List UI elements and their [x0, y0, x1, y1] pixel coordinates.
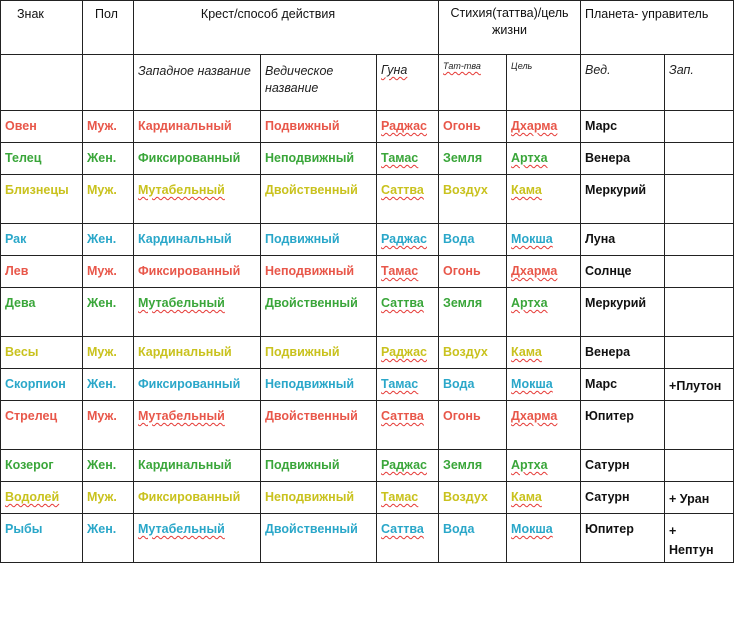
goal-cell: [507, 514, 581, 563]
element-cell: [439, 514, 507, 563]
zap-planet-cell: [665, 482, 734, 514]
western-cell: [134, 224, 261, 256]
vedic-cell: [261, 450, 377, 482]
western-cell: [134, 256, 261, 288]
guna-cell: [377, 450, 439, 482]
ved-planet-cell-text: Сатурн: [585, 458, 630, 472]
gender-cell: [83, 111, 134, 143]
sign-cell: [1, 224, 83, 256]
element-cell-text: Земля: [443, 458, 483, 472]
guna-cell: [377, 143, 439, 175]
western-cell-text: Мутабельный: [138, 183, 225, 197]
vedic-cell: [261, 482, 377, 514]
sign-cell-text: Весы: [5, 345, 39, 359]
element-cell: [439, 369, 507, 401]
gender-cell-text: Жен.: [87, 522, 117, 536]
subheader-empty-2: [83, 55, 134, 111]
goal-cell: [507, 224, 581, 256]
gender-cell: [83, 401, 134, 450]
element-cell-text: Воздух: [443, 345, 488, 359]
goal-cell-text: Кама: [511, 345, 542, 359]
table-row: [1, 175, 734, 224]
gender-cell-text: Муж.: [87, 183, 117, 197]
subheader-ved: Вед.: [581, 55, 665, 111]
ved-planet-cell: [581, 143, 665, 175]
subheader-goal: Цель: [507, 55, 581, 111]
table-row: [1, 256, 734, 288]
vedic-cell-text: Подвижный: [265, 458, 340, 472]
western-cell: [134, 401, 261, 450]
sign-cell-text: Скорпион: [5, 377, 66, 391]
zap-planet-cell: [665, 337, 734, 369]
element-cell-text: Огонь: [443, 264, 481, 278]
goal-cell: [507, 369, 581, 401]
guna-cell: [377, 514, 439, 563]
guna-cell: [377, 224, 439, 256]
vedic-cell-text: Неподвижный: [265, 264, 355, 278]
guna-cell-text: Саттва: [381, 296, 424, 310]
western-cell-text: Кардинальный: [138, 119, 232, 133]
guna-cell-text: Раджас: [381, 458, 427, 472]
vedic-cell: [261, 337, 377, 369]
guna-cell: [377, 256, 439, 288]
gender-cell: [83, 337, 134, 369]
western-cell: [134, 111, 261, 143]
goal-cell-text: Мокша: [511, 377, 553, 391]
header-sign: Знак: [1, 1, 83, 55]
guna-cell-text: Раджас: [381, 119, 427, 133]
sign-cell: [1, 482, 83, 514]
western-cell-text: Мутабельный: [138, 296, 225, 310]
sign-cell-text: Козерог: [5, 458, 54, 472]
table-row: [1, 143, 734, 175]
gender-cell-text: Муж.: [87, 345, 117, 359]
sign-cell-text: Водолей: [5, 490, 60, 504]
element-cell: [439, 482, 507, 514]
gender-cell: [83, 450, 134, 482]
vedic-cell: [261, 401, 377, 450]
vedic-cell: [261, 111, 377, 143]
element-cell-text: Вода: [443, 232, 475, 246]
ved-planet-cell: [581, 256, 665, 288]
guna-cell: [377, 288, 439, 337]
table-row: [1, 482, 734, 514]
goal-cell-text: Кама: [511, 183, 542, 197]
goal-cell: [507, 175, 581, 224]
sign-cell: [1, 450, 83, 482]
table-row: [1, 111, 734, 143]
sign-cell-text: Рак: [5, 232, 27, 246]
vedic-cell-text: Двойственный: [265, 409, 358, 423]
guna-cell-text: Тамас: [381, 151, 419, 165]
gender-cell-text: Муж.: [87, 264, 117, 278]
goal-cell-text: Артха: [511, 458, 548, 472]
ved-planet-cell: [581, 514, 665, 563]
ved-planet-cell-text: Юпитер: [585, 409, 634, 423]
ved-planet-cell-text: Венера: [585, 345, 631, 359]
element-cell: [439, 256, 507, 288]
subheader-tattva-label: Тат-тва: [443, 61, 481, 71]
gender-cell: [83, 224, 134, 256]
table-body: [1, 111, 734, 563]
goal-cell: [507, 288, 581, 337]
sign-cell: [1, 337, 83, 369]
sign-cell-text: Рыбы: [5, 522, 43, 536]
header-row: [1, 1, 734, 55]
guna-cell-text: Тамас: [381, 377, 419, 391]
goal-cell-text: Дхарма: [511, 264, 558, 278]
western-cell-text: Фиксированный: [138, 490, 241, 504]
ved-planet-cell-text: Венера: [585, 151, 631, 165]
guna-cell: [377, 175, 439, 224]
gender-cell: [83, 256, 134, 288]
vedic-cell: [261, 175, 377, 224]
sign-cell: [1, 175, 83, 224]
western-cell-text: Фиксированный: [138, 377, 241, 391]
ved-planet-cell-text: Юпитер: [585, 522, 634, 536]
guna-cell-text: Тамас: [381, 264, 419, 278]
western-cell-text: Кардинальный: [138, 345, 232, 359]
table-row: [1, 288, 734, 337]
sign-cell: [1, 401, 83, 450]
vedic-cell-text: Подвижный: [265, 119, 340, 133]
subheader-tattva: [439, 55, 507, 111]
gender-cell-text: Жен.: [87, 296, 117, 310]
western-cell-text: Кардинальный: [138, 458, 232, 472]
gender-cell: [83, 482, 134, 514]
subheader-vedic: Ведическое название: [261, 55, 377, 111]
goal-cell-text: Дхарма: [511, 409, 558, 423]
sign-cell: [1, 288, 83, 337]
element-cell: [439, 175, 507, 224]
table-row: [1, 514, 734, 563]
goal-cell-text: Мокша: [511, 522, 553, 536]
zap-planet-cell: [665, 256, 734, 288]
vedic-cell: [261, 256, 377, 288]
goal-cell-text: Мокша: [511, 232, 553, 246]
sign-cell-text: Дева: [5, 296, 36, 310]
element-cell-text: Земля: [443, 296, 483, 310]
western-cell: [134, 450, 261, 482]
western-cell: [134, 288, 261, 337]
element-cell-text: Воздух: [443, 490, 488, 504]
sign-cell: [1, 143, 83, 175]
vedic-cell: [261, 514, 377, 563]
western-cell: [134, 482, 261, 514]
gender-cell: [83, 369, 134, 401]
vedic-cell-text: Неподвижный: [265, 151, 355, 165]
vedic-cell-text: Подвижный: [265, 232, 340, 246]
western-cell: [134, 514, 261, 563]
element-cell: [439, 111, 507, 143]
gender-cell-text: Жен.: [87, 377, 117, 391]
table-row: [1, 337, 734, 369]
sign-cell: [1, 369, 83, 401]
sign-cell: [1, 256, 83, 288]
goal-cell-text: Кама: [511, 490, 542, 504]
zap-planet-cell: [665, 175, 734, 224]
element-cell: [439, 337, 507, 369]
western-cell: [134, 143, 261, 175]
sign-cell: [1, 514, 83, 563]
vedic-cell: [261, 369, 377, 401]
gender-cell-text: Жен.: [87, 232, 117, 246]
gender-cell-text: Муж.: [87, 409, 117, 423]
element-cell-text: Огонь: [443, 119, 481, 133]
element-cell: [439, 288, 507, 337]
guna-cell: [377, 111, 439, 143]
sign-cell-text: Близнецы: [5, 183, 69, 197]
element-cell: [439, 401, 507, 450]
ved-planet-cell-text: Марс: [585, 377, 618, 391]
ved-planet-cell: [581, 337, 665, 369]
ved-planet-cell: [581, 111, 665, 143]
ved-planet-cell: [581, 369, 665, 401]
guna-cell: [377, 401, 439, 450]
sign-cell-text: Стрелец: [5, 409, 58, 423]
element-cell-text: Вода: [443, 377, 475, 391]
western-cell-text: Фиксированный: [138, 264, 241, 278]
table-row: [1, 369, 734, 401]
gender-cell: [83, 514, 134, 563]
goal-cell: [507, 256, 581, 288]
ved-planet-cell: [581, 482, 665, 514]
sign-cell-text: Телец: [5, 151, 42, 165]
header-element: Стихия(таттва)/цель жизни: [439, 1, 581, 55]
zap-planet-cell-text: + Уран: [669, 492, 710, 506]
ved-planet-cell-text: Луна: [585, 232, 616, 246]
ved-planet-cell: [581, 401, 665, 450]
zap-planet-cell-text: + Нептун: [669, 524, 714, 557]
table-row: [1, 450, 734, 482]
gender-cell-text: Жен.: [87, 458, 117, 472]
subheader-guna-label: Гуна: [381, 63, 408, 77]
vedic-cell: [261, 143, 377, 175]
guna-cell: [377, 369, 439, 401]
zap-planet-cell: [665, 111, 734, 143]
ved-planet-cell: [581, 288, 665, 337]
ved-planet-cell-text: Меркурий: [585, 183, 647, 197]
goal-cell: [507, 337, 581, 369]
ved-planet-cell: [581, 175, 665, 224]
element-cell: [439, 224, 507, 256]
zap-planet-cell: [665, 369, 734, 401]
guna-cell-text: Саттва: [381, 183, 424, 197]
vedic-cell: [261, 224, 377, 256]
western-cell: [134, 369, 261, 401]
zap-planet-cell: [665, 514, 734, 563]
element-cell-text: Земля: [443, 151, 483, 165]
ved-planet-cell-text: Меркурий: [585, 296, 647, 310]
header-cross: Крест/способ действия: [134, 1, 439, 55]
western-cell-text: Мутабельный: [138, 522, 225, 536]
ved-planet-cell: [581, 450, 665, 482]
gender-cell: [83, 288, 134, 337]
goal-cell-text: Артха: [511, 296, 548, 310]
guna-cell-text: Раджас: [381, 345, 427, 359]
western-cell: [134, 175, 261, 224]
ved-planet-cell: [581, 224, 665, 256]
vedic-cell-text: Двойственный: [265, 522, 358, 536]
zap-planet-cell: [665, 450, 734, 482]
goal-cell: [507, 450, 581, 482]
sign-cell-text: Лев: [5, 264, 29, 278]
guna-cell: [377, 337, 439, 369]
guna-cell-text: Тамас: [381, 490, 419, 504]
subheader-empty-1: [1, 55, 83, 111]
header-gender: Пол: [83, 1, 134, 55]
zap-planet-cell: [665, 288, 734, 337]
western-cell-text: Мутабельный: [138, 409, 225, 423]
goal-cell-text: Дхарма: [511, 119, 558, 133]
zap-planet-cell: [665, 224, 734, 256]
vedic-cell: [261, 288, 377, 337]
zap-planet-cell: [665, 143, 734, 175]
subheader-zap: Зап.: [665, 55, 734, 111]
zap-planet-cell: [665, 401, 734, 450]
table-row: [1, 224, 734, 256]
vedic-cell-text: Двойственный: [265, 183, 358, 197]
guna-cell-text: Саттва: [381, 522, 424, 536]
ved-planet-cell-text: Марс: [585, 119, 618, 133]
vedic-cell-text: Неподвижный: [265, 490, 355, 504]
goal-cell: [507, 482, 581, 514]
table-row: [1, 401, 734, 450]
element-cell-text: Огонь: [443, 409, 481, 423]
gender-cell-text: Муж.: [87, 490, 117, 504]
goal-cell-text: Артха: [511, 151, 548, 165]
header-planet: Планета- управитель: [581, 1, 734, 55]
western-cell: [134, 337, 261, 369]
gender-cell: [83, 175, 134, 224]
element-cell-text: Вода: [443, 522, 475, 536]
western-cell-text: Кардинальный: [138, 232, 232, 246]
ved-planet-cell-text: Солнце: [585, 264, 632, 278]
subheader-guna: [377, 55, 439, 111]
subheader-western: Западное название: [134, 55, 261, 111]
guna-cell-text: Раджас: [381, 232, 427, 246]
western-cell-text: Фиксированный: [138, 151, 241, 165]
guna-cell-text: Саттва: [381, 409, 424, 423]
goal-cell: [507, 111, 581, 143]
sign-cell-text: Овен: [5, 119, 37, 133]
subheader-row: [1, 55, 734, 111]
guna-cell: [377, 482, 439, 514]
element-cell: [439, 143, 507, 175]
vedic-cell-text: Подвижный: [265, 345, 340, 359]
ved-planet-cell-text: Сатурн: [585, 490, 630, 504]
goal-cell: [507, 401, 581, 450]
gender-cell: [83, 143, 134, 175]
goal-cell: [507, 143, 581, 175]
vedic-cell-text: Двойственный: [265, 296, 358, 310]
sign-cell: [1, 111, 83, 143]
gender-cell-text: Жен.: [87, 151, 117, 165]
gender-cell-text: Муж.: [87, 119, 117, 133]
vedic-cell-text: Неподвижный: [265, 377, 355, 391]
element-cell: [439, 450, 507, 482]
zap-planet-cell-text: +Плутон: [669, 379, 722, 393]
element-cell-text: Воздух: [443, 183, 488, 197]
